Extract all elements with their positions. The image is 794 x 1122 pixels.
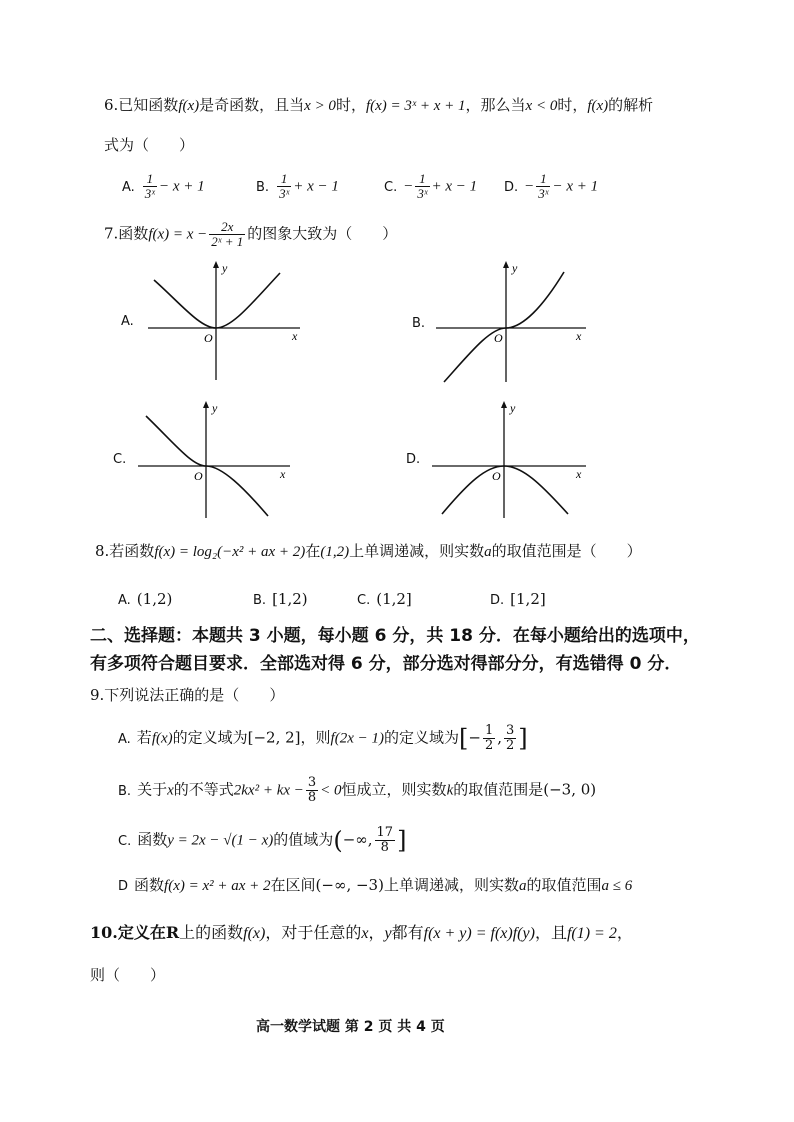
q8-expr: f(x) = log₂(−x² + ax + 2) bbox=[154, 544, 306, 560]
q9-text: 的定义域为 bbox=[383, 728, 459, 747]
q9-stem: 9.下列说法正确的是（ ） bbox=[90, 686, 285, 704]
q9-f2: f(2x − 1) bbox=[330, 730, 384, 747]
q9-expr: 2kx² + kx − bbox=[233, 782, 304, 799]
section2-line1: 二、选择题：本题共 3 小题，每小题 6 分，共 18 分．在每小题给出的选项中， bbox=[90, 626, 700, 646]
q9-text: 函数 bbox=[137, 830, 168, 849]
graph-a-label: A. bbox=[121, 314, 134, 329]
q9-text: 的值域为 bbox=[273, 830, 334, 849]
option-sign: − bbox=[524, 178, 535, 195]
q9-text: 在区间(−∞, −3)上单调递减，则实数 bbox=[270, 876, 519, 894]
q6-option-a bbox=[122, 172, 205, 201]
q10-text: 上的函数 bbox=[179, 923, 244, 942]
q10-eq: f(x + y) = f(x)f(y) bbox=[423, 925, 535, 942]
q6-option-c bbox=[384, 172, 477, 201]
option-label: A. bbox=[118, 593, 131, 608]
frac-den: 3ˣ bbox=[279, 186, 290, 201]
q10-fx: f(x) bbox=[243, 925, 266, 942]
option-tail: − x + 1 bbox=[552, 178, 599, 195]
option-label: C. bbox=[384, 179, 398, 195]
q6-fx: f(x) bbox=[178, 98, 200, 114]
graph-a bbox=[140, 258, 310, 384]
q6-text: 时， bbox=[557, 96, 588, 114]
q9-text: 恒成立，则实数 bbox=[341, 780, 447, 799]
q6-text: 6.已知函数 bbox=[104, 96, 179, 114]
q10-var: y bbox=[384, 925, 392, 942]
x-label: x bbox=[292, 329, 298, 343]
frac-den: 2 bbox=[506, 738, 515, 753]
x-label: x bbox=[576, 329, 582, 343]
graph-b-label: B. bbox=[412, 316, 426, 331]
option-label: D. bbox=[504, 179, 519, 195]
q8-option-d bbox=[490, 588, 546, 612]
origin-label: O bbox=[194, 469, 203, 483]
q10-var: x bbox=[361, 925, 369, 942]
option-fraction bbox=[415, 172, 429, 201]
y-label: y bbox=[510, 401, 516, 415]
q9-var: x bbox=[167, 782, 174, 799]
q6-cond1: x > 0 bbox=[304, 98, 336, 114]
y-label: y bbox=[512, 261, 518, 275]
option-label: A. bbox=[118, 731, 131, 747]
frac-den: 2 bbox=[484, 738, 494, 753]
q9-option-a bbox=[118, 724, 528, 753]
q9-option-c bbox=[118, 826, 406, 855]
q8-option-a bbox=[118, 588, 172, 612]
y-label: y bbox=[212, 401, 218, 415]
q10-text: 10.定义在 bbox=[90, 923, 166, 942]
option-fraction bbox=[277, 172, 291, 201]
option-value: [1,2) bbox=[272, 590, 308, 608]
arrow-icon bbox=[203, 401, 209, 408]
frac-num: 3 bbox=[506, 723, 515, 738]
graph-c-label: C. bbox=[113, 452, 127, 467]
graph-d-label: D. bbox=[406, 452, 421, 467]
curve bbox=[154, 273, 280, 328]
q7-lhs: f(x) = x − bbox=[148, 226, 208, 243]
option-tail: + x − 1 bbox=[431, 178, 478, 195]
q9-option-d bbox=[118, 874, 632, 898]
q9-cond: a ≤ 6 bbox=[601, 878, 633, 894]
graph-b bbox=[430, 258, 592, 386]
option-sign: − bbox=[403, 178, 414, 195]
option-value: [1,2] bbox=[510, 590, 546, 608]
x-label: x bbox=[280, 467, 286, 481]
frac-num: 1 bbox=[277, 172, 291, 187]
q9-fx: f(x) bbox=[151, 730, 173, 747]
frac-den: 2ˣ + 1 bbox=[211, 234, 244, 249]
frac-den: 3ˣ bbox=[144, 186, 155, 201]
q6-text: 是奇函数，且当 bbox=[199, 96, 305, 114]
q10-text: ，且 bbox=[534, 923, 567, 942]
frac-num: 1 bbox=[536, 172, 550, 187]
interval-start: −∞, bbox=[342, 830, 373, 849]
q7-text: 的图象大致为（ ） bbox=[247, 224, 398, 243]
arrow-icon bbox=[503, 261, 509, 268]
frac-num: 2x bbox=[209, 220, 245, 235]
option-label: C. bbox=[118, 833, 132, 849]
q6-option-d bbox=[504, 172, 598, 201]
bracket: ] bbox=[397, 826, 407, 855]
q10-text: ， bbox=[368, 923, 385, 942]
section2-line2: 有多项符合题目要求．全部选对得 6 分，部分选对得部分分，有选错得 0 分． bbox=[90, 654, 682, 674]
q9-text: 的定义域为[−2, 2]，则 bbox=[172, 728, 331, 747]
option-label: B. bbox=[253, 593, 267, 608]
q8-text: 上单调递减，则实数 bbox=[349, 542, 485, 560]
frac-num: 3 bbox=[307, 775, 317, 790]
option-label: D. bbox=[490, 593, 505, 608]
q9-text: 的取值范围 bbox=[526, 876, 602, 894]
q9-text: 的取值范围是(−3, 0) bbox=[453, 780, 597, 799]
q6-stem-line2: 式为（ ） bbox=[104, 136, 195, 154]
option-fraction bbox=[143, 172, 157, 201]
q8-option-c bbox=[357, 588, 412, 612]
origin-label: O bbox=[204, 331, 213, 345]
frac-num: 1 bbox=[415, 172, 429, 187]
frac-den: 8 bbox=[380, 840, 389, 855]
q10-text: 都有 bbox=[391, 923, 424, 942]
q10-text: ， bbox=[616, 923, 633, 942]
x-label: x bbox=[576, 467, 582, 481]
page-footer: 高一数学试题 第 2 页 共 4 页 bbox=[256, 1019, 445, 1035]
frac-den: 8 bbox=[307, 790, 317, 805]
q9-text: 函数 bbox=[134, 876, 165, 894]
fraction bbox=[483, 724, 495, 753]
graph-d bbox=[428, 398, 592, 522]
q6-text: 的解析 bbox=[608, 96, 654, 114]
q9-text: 若 bbox=[136, 728, 152, 747]
frac-den: 3ˣ bbox=[538, 186, 549, 201]
option-value: (1,2] bbox=[376, 590, 412, 608]
q6-fx2: f(x) bbox=[587, 98, 609, 114]
option-label: C. bbox=[357, 593, 371, 608]
q9-option-b bbox=[118, 776, 596, 805]
sign: − bbox=[468, 728, 481, 747]
fraction bbox=[375, 826, 396, 855]
option-label: A. bbox=[122, 179, 135, 195]
origin-label: O bbox=[494, 331, 503, 345]
q9-text: 的不等式 bbox=[173, 780, 234, 799]
q6-cond2: x < 0 bbox=[525, 98, 558, 114]
q7-stem bbox=[104, 220, 397, 249]
q9-expr: y = 2x − √(1 − x) bbox=[167, 832, 274, 849]
bracket: ] bbox=[518, 724, 528, 753]
option-label: B. bbox=[118, 783, 132, 799]
q10-stem-line2: 则（ ） bbox=[90, 966, 166, 984]
q7-fraction bbox=[209, 220, 245, 249]
frac-den: 3ˣ bbox=[417, 186, 428, 201]
q6-stem-line1 bbox=[104, 94, 653, 117]
arrow-icon bbox=[501, 401, 507, 408]
q8-text: 8.若函数 bbox=[95, 542, 155, 560]
option-tail: + x − 1 bbox=[293, 178, 339, 195]
q9-var: a bbox=[518, 878, 527, 894]
q6-definition: f(x) = 3ˣ + x + 1 bbox=[365, 98, 466, 114]
bracket: [ bbox=[459, 724, 469, 753]
q10-stem-line1 bbox=[90, 922, 633, 945]
q8-var: a bbox=[484, 544, 492, 560]
q9-expr: f(x) = x² + ax + 2 bbox=[164, 878, 271, 894]
origin-label: O bbox=[492, 469, 501, 483]
frac-num: 17 bbox=[376, 825, 394, 840]
option-fraction bbox=[536, 172, 550, 201]
q8-text: 在 bbox=[305, 542, 321, 560]
q8-stem bbox=[95, 540, 642, 563]
comma: , bbox=[497, 728, 503, 747]
fraction bbox=[306, 776, 318, 805]
q6-text: 时， bbox=[335, 96, 366, 114]
bracket: ( bbox=[333, 826, 343, 855]
curve bbox=[444, 272, 564, 382]
q9-var: k bbox=[446, 782, 454, 799]
fraction bbox=[504, 724, 516, 753]
q8-text: 的取值范围是（ ） bbox=[491, 542, 642, 560]
option-value: (1,2) bbox=[136, 590, 173, 608]
option-label: D bbox=[118, 879, 129, 894]
q9-text: 关于 bbox=[137, 780, 168, 799]
curve bbox=[442, 466, 568, 514]
option-tail: − x + 1 bbox=[158, 178, 205, 195]
q10-set: R bbox=[165, 923, 180, 942]
y-label: y bbox=[222, 261, 228, 275]
q10-eq2: f(1) = 2 bbox=[566, 925, 617, 942]
q7-text: 7.函数 bbox=[104, 224, 149, 243]
graph-c bbox=[134, 398, 298, 522]
arrow-icon bbox=[213, 261, 219, 268]
q9-expr: < 0 bbox=[320, 782, 342, 799]
q8-interval: (1,2) bbox=[320, 544, 350, 560]
q6-option-b bbox=[256, 172, 339, 201]
q6-text: ，那么当 bbox=[465, 96, 526, 114]
frac-num: 1 bbox=[143, 172, 157, 187]
option-label: B. bbox=[256, 179, 270, 195]
q8-option-b bbox=[253, 588, 308, 612]
q10-text: ，对于任意的 bbox=[265, 923, 362, 942]
frac-num: 1 bbox=[484, 723, 494, 738]
